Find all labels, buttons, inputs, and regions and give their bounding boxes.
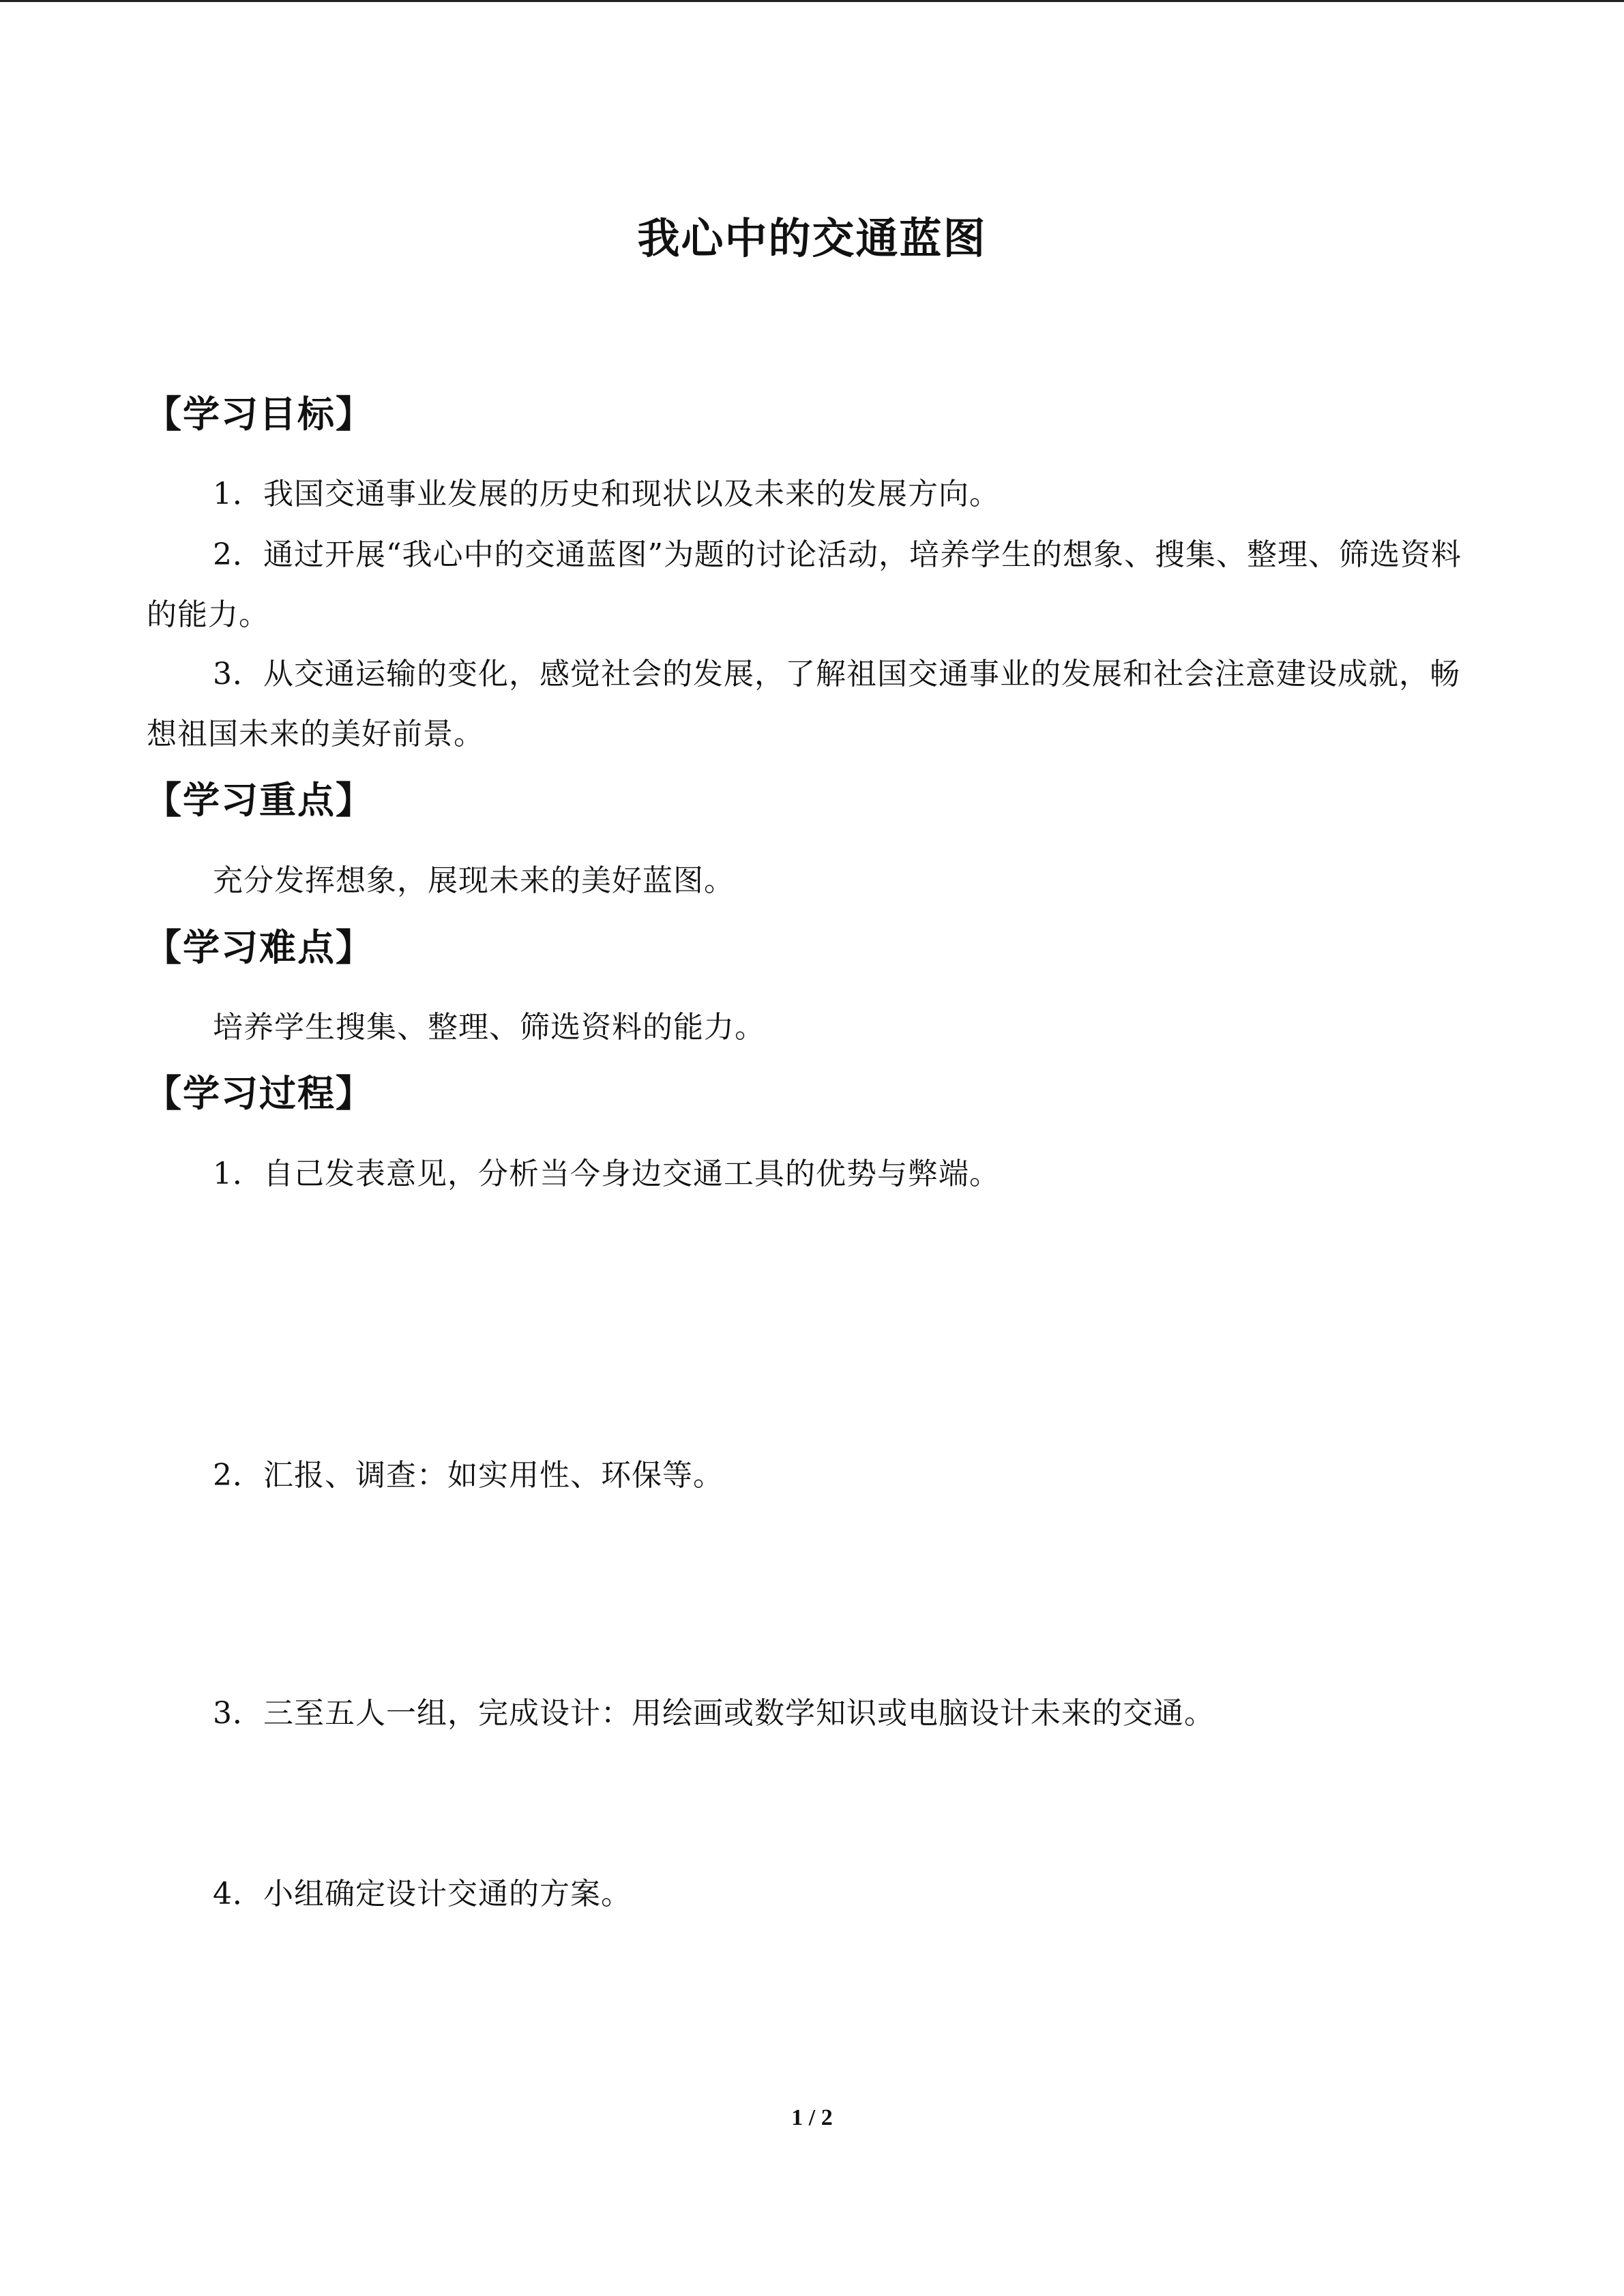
top-border-line: [0, 0, 1624, 2]
key-points-text: 充分发挥想象，展现未来的美好蓝图。: [213, 863, 735, 898]
heading-key-points: 【学习重点】: [145, 779, 374, 822]
page-number: 1 / 2: [791, 2105, 833, 2130]
process-item-4: 4．小组确定设计交通的方案。: [213, 1877, 632, 1911]
process-item-3: 3．三至五人一组，完成设计：用绘画或数学知识或电脑设计未来的交通。: [213, 1696, 1215, 1731]
goal-item-1: 1．我国交通事业发展的历史和现状以及未来的发展方向。: [213, 477, 1000, 511]
difficulties-text: 培养学生搜集、整理、筛选资料的能力。: [213, 1010, 765, 1045]
goal-item-2: 2．通过开展“我心中的交通蓝图”为题的讨论活动，培养学生的想象、搜集、整理、筛选资料的能力。: [147, 537, 1462, 632]
process-item-1: 1．自己发表意见，分析当今身边交通工具的优势与弊端。: [213, 1157, 1000, 1191]
heading-learning-goals: 【学习目标】: [145, 393, 374, 436]
heading-learning-process: 【学习过程】: [145, 1072, 374, 1115]
goal-item-3: 3．从交通运输的变化，感觉社会的发展，了解祖国交通事业的发展和社会注意建设成就，畅想祖国未来的美好前景。: [147, 657, 1460, 751]
heading-difficulties: 【学习难点】: [145, 926, 374, 969]
process-item-2: 2．汇报、调查：如实用性、环保等。: [213, 1458, 724, 1493]
page-title: 我心中的交通蓝图: [637, 213, 987, 263]
